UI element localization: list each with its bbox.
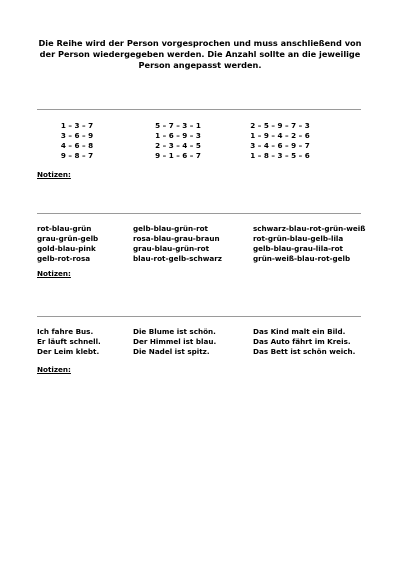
color-column-1 xyxy=(37,224,98,264)
sequence-item: 1 – 9 – 4 – 2 – 6 xyxy=(250,131,310,140)
notes-label: Notizen: xyxy=(37,365,71,374)
color-sequence: gelb-blau-grün-rot xyxy=(133,224,208,233)
sequence-item: 2 – 5 – 9 – 7 – 3 xyxy=(250,121,310,130)
sequence-item: 1 – 3 – 7 xyxy=(60,121,94,130)
sentence-item: Der Leim klebt. xyxy=(37,347,100,356)
instruction-heading: Die Reihe wird der Person vorgesprochen und muss anschließend von der Person wiedergegeben werden. Die Anzahl sollte an die jeweilige Person angepasst werden. xyxy=(38,38,362,70)
sentence-item: Das Auto fährt im Kreis. xyxy=(253,337,351,346)
sentence-column-2 xyxy=(133,327,216,357)
color-sequence: rot-blau-grün xyxy=(37,224,92,233)
color-sequence: blau-rot-gelb-schwarz xyxy=(133,254,222,263)
sequence-item: 1 – 6 – 9 – 3 xyxy=(155,131,201,140)
color-column-3 xyxy=(253,224,365,264)
section-divider xyxy=(37,109,361,110)
number-column-1 xyxy=(42,121,112,161)
section-divider xyxy=(37,316,361,317)
sequence-item: 2 – 3 – 4 – 5 xyxy=(155,141,201,150)
sequence-item: 4 – 6 – 8 xyxy=(60,141,94,150)
sentence-item: Er läuft schnell. xyxy=(37,337,101,346)
sentence-item: Die Blume ist schön. xyxy=(133,327,216,336)
sentence-item: Die Nadel ist spitz. xyxy=(133,347,210,356)
sentence-item: Der Himmel ist blau. xyxy=(133,337,217,346)
notes-label: Notizen: xyxy=(37,170,71,179)
color-sequence: grün-weiß-blau-rot-gelb xyxy=(253,254,351,263)
number-column-3 xyxy=(245,121,315,161)
color-sequence: rosa-blau-grau-braun xyxy=(133,234,220,243)
sentence-item: Ich fahre Bus. xyxy=(37,327,94,336)
section-divider xyxy=(37,213,361,214)
color-sequence: grau-blau-grün-rot xyxy=(133,244,210,253)
notes-label: Notizen: xyxy=(37,269,71,278)
sentence-column-3 xyxy=(253,327,355,357)
sentence-item: Das Bett ist schön weich. xyxy=(253,347,356,356)
color-sequence: gelb-blau-grau-lila-rot xyxy=(253,244,343,253)
sequence-item: 9 – 1 – 6 – 7 xyxy=(155,151,201,160)
color-sequence: gold-blau-pink xyxy=(37,244,96,253)
sequence-item: 5 – 7 – 3 – 1 xyxy=(155,121,201,130)
color-column-2 xyxy=(133,224,222,264)
number-column-2 xyxy=(143,121,213,161)
color-sequence: gelb-rot-rosa xyxy=(37,254,91,263)
color-sequence: rot-grün-blau-gelb-lila xyxy=(253,234,344,243)
color-sequence: grau-grün-gelb xyxy=(37,234,99,243)
color-sequence: schwarz-blau-rot-grün-weiß xyxy=(253,224,366,233)
sentence-column-1 xyxy=(37,327,101,357)
sequence-item: 3 – 4 – 6 – 9 – 7 xyxy=(250,141,310,150)
sentence-item: Das Kind malt ein Bild. xyxy=(253,327,346,336)
sequence-item: 1 – 8 – 3 – 5 – 6 xyxy=(250,151,310,160)
sequence-item: 3 – 6 – 9 xyxy=(60,131,94,140)
sequence-item: 9 – 8 – 7 xyxy=(60,151,94,160)
